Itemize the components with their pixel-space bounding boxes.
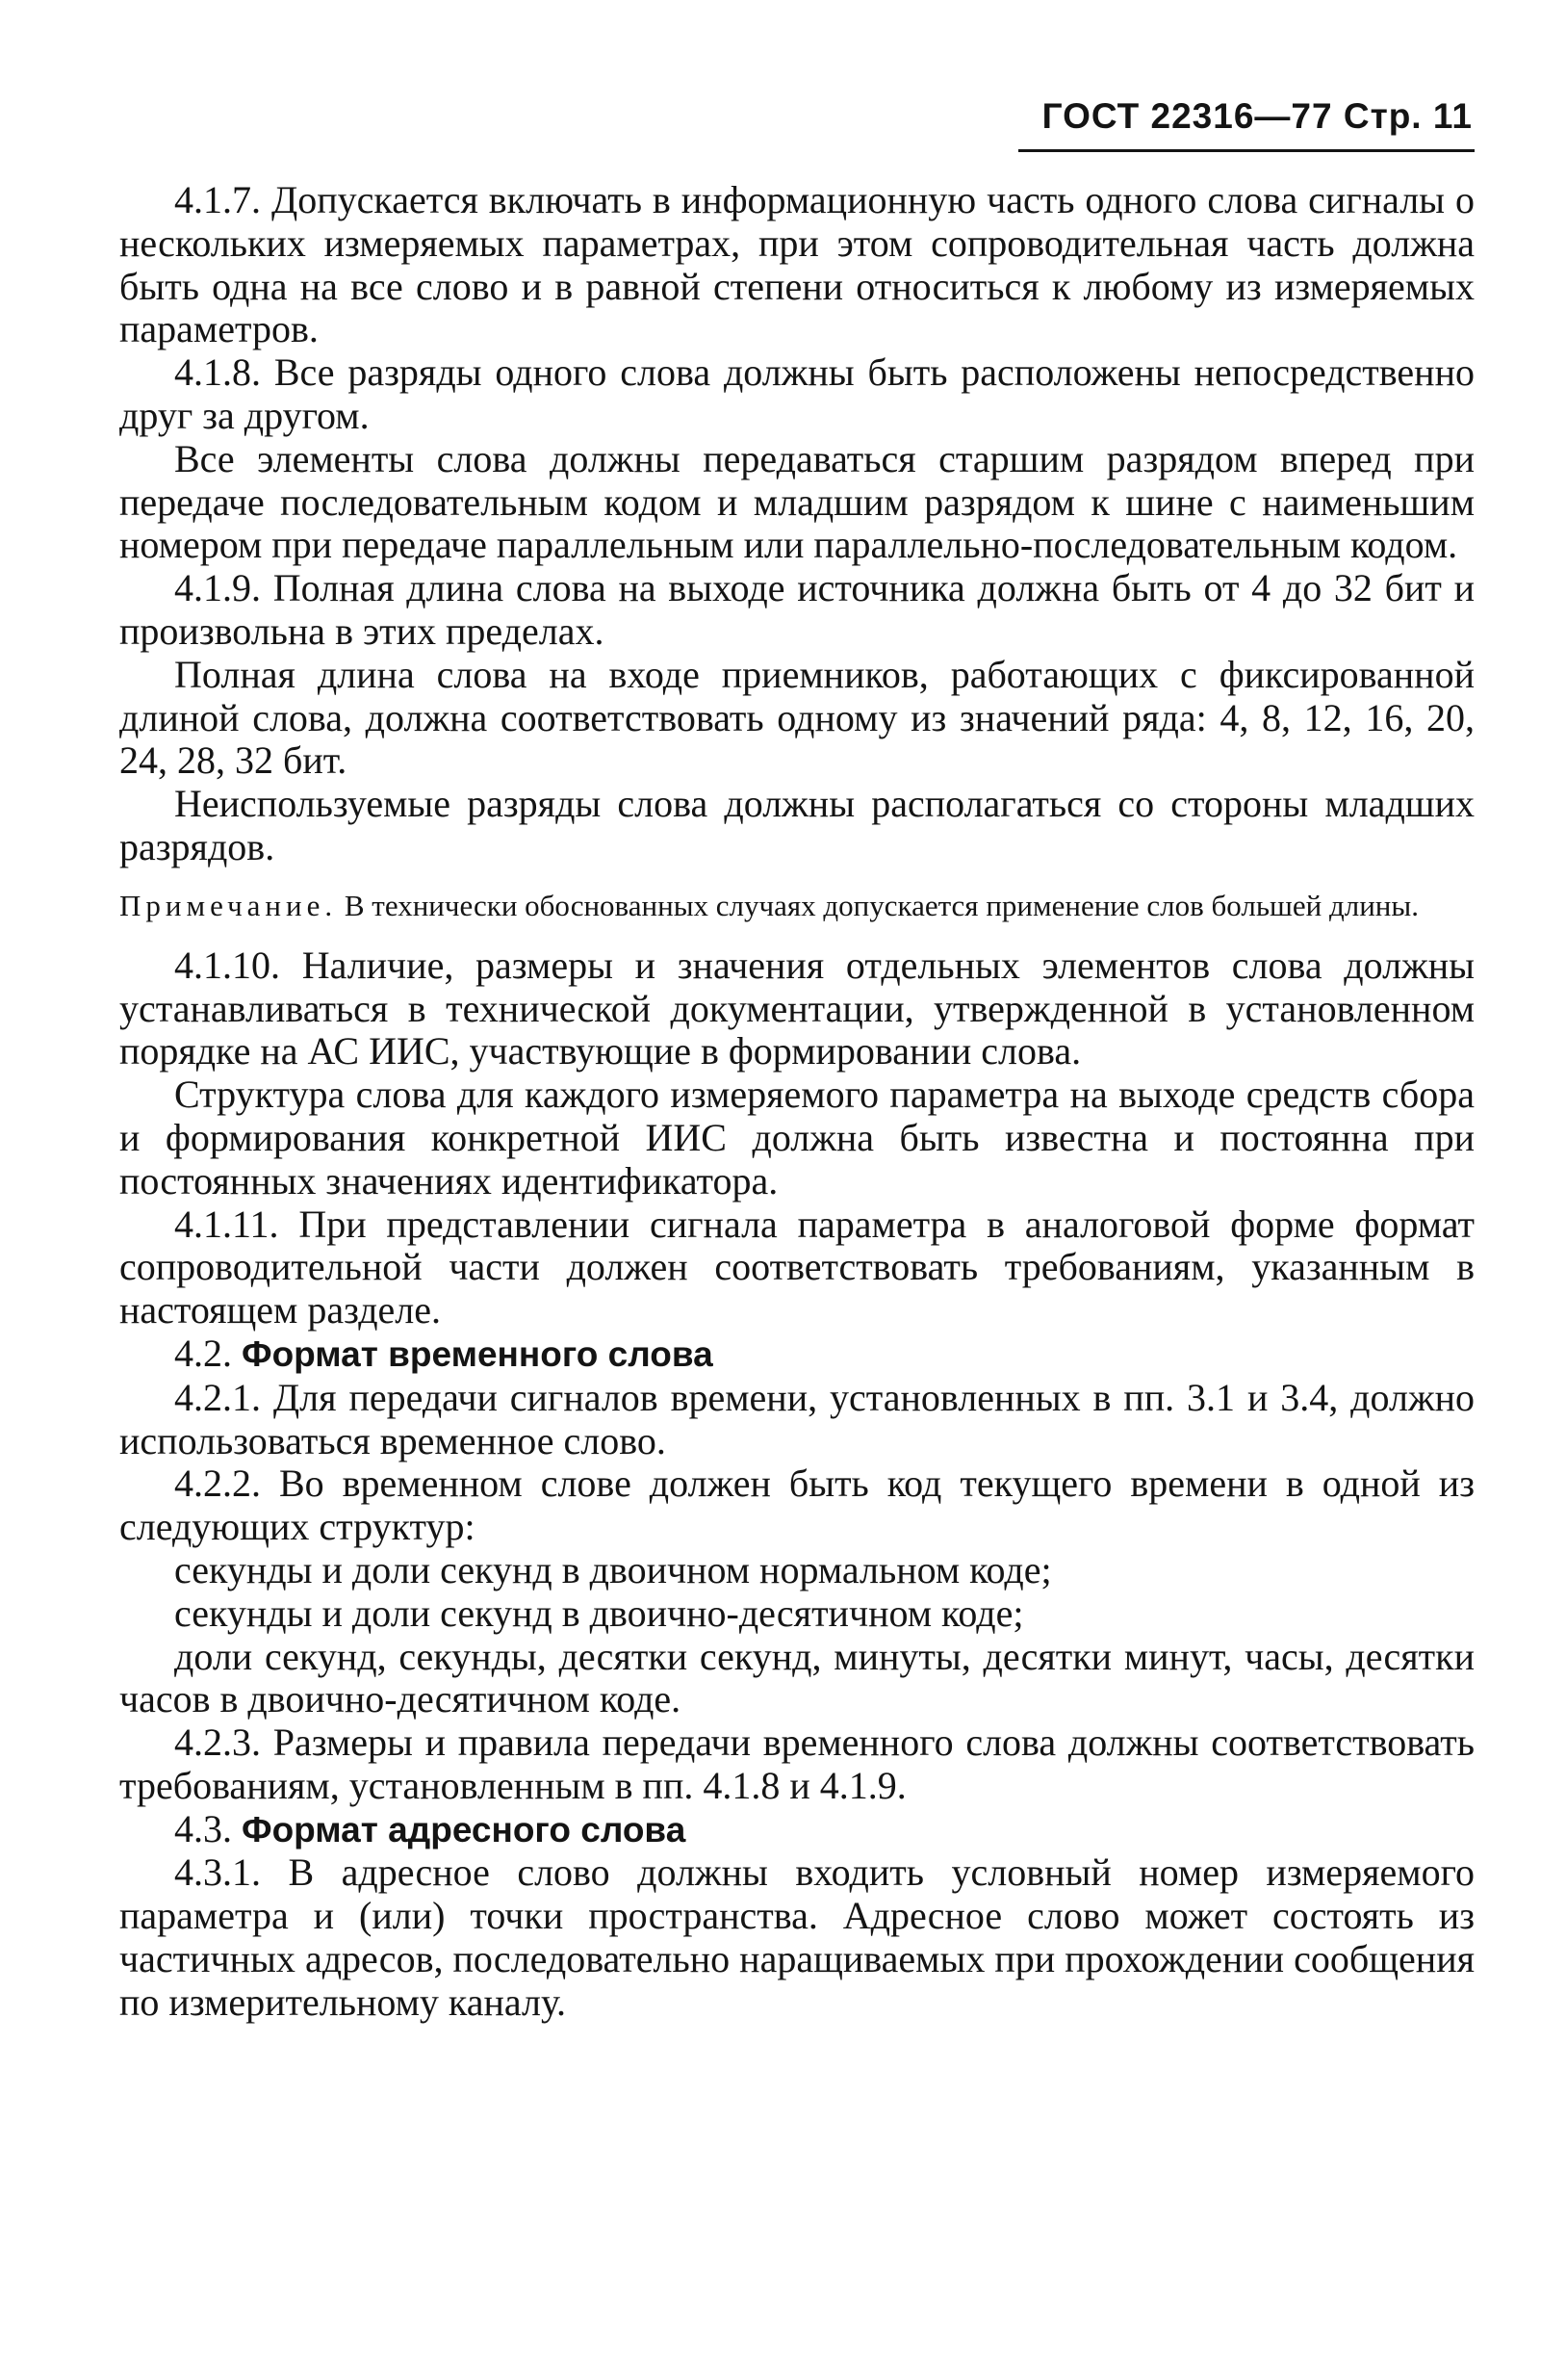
section-title-4-3: Формат адресного слова [242,1809,686,1850]
note [119,889,1475,923]
paragraph-word-structure: Структура слова для каждого измеряемого параметра на выходе средств сбора и формирования конкретной ИИС должна быть известна и постоянна при постоянных значениях идентификатора. [119,1073,1475,1203]
note-text: В технически обоснованных случаях допускается применение слов большей длины. [344,888,1419,922]
paragraph-4-2-2: 4.2.2. Во временном слове должен быть код текущего времени в одной из следующих структур: [119,1462,1475,1549]
document-body [119,179,1475,2025]
paragraph-4-2-1: 4.2.1. Для передачи сигналов времени, установленных в пп. 3.1 и 3.4, должно использоваться временное слово. [119,1375,1475,1462]
page-header [1011,96,1473,137]
paragraph-full-length: Полная длина слова на входе приемников, работающих с фиксированной длиной слова, должна соответствовать одному из значений ряда: 4, 8, 12, 16, 20, 24, 28, 32 бит. [119,652,1475,783]
paragraph-4-3-1: 4.3.1. В адресное слово должны входить условный номер измеряемого параметра и (или) точки пространства. Адресное слово может состоять из частичных адресов, последовательно наращиваемых при прохождении сообщения по измерительному каналу. [119,1850,1475,2024]
list-item-bcd: секунды и доли секунд в двоично-десятичном коде; [174,1591,1024,1635]
page-label: Стр. [1343,96,1423,136]
paragraph-4-1-7: 4.1.7. Допускается включать в информационную часть одного слова сигналы о нескольких измеряемых параметрах, при этом сопроводительная часть должна быть одна на все слово и в равной степени относиться к любому из измеряемых параметров. [119,178,1475,351]
paragraph-unused-bits: Неиспользуемые разряды слова должны располагаться со стороны младших разрядов. [119,782,1475,868]
paragraph-4-1-8: 4.1.8. Все разряды одного слова должны быть расположены непосредственно друг за другом. [119,350,1475,437]
paragraph-4-1-11: 4.1.11. При представлении сигнала параметра в аналоговой форме формат сопроводительной части должен соответствовать требованиям, указанным в настоящем разделе. [119,1202,1475,1332]
section-heading-4-3 [119,1808,1475,1852]
section-heading-4-2 [119,1332,1475,1377]
paragraph-element-order: Все элементы слова должны передаваться старшим разрядом вперед при передаче последовательным кодом и младшим разрядом к шине с наименьшим номером при передаче параллельным или параллельно-последовательным кодом. [119,436,1475,567]
section-number-4-2: 4.2. [174,1331,232,1375]
paragraph-4-1-9: 4.1.9. Полная длина слова на выходе источника должна быть от 4 до 32 бит и произвольна в этих пределах. [119,566,1475,653]
document-id: ГОСТ 22316—77 [1041,96,1333,136]
list-item-binary: секунды и доли секунд в двоичном нормальном коде; [174,1547,1052,1591]
section-title-4-2: Формат временного слова [242,1333,713,1374]
note-label: Примечание. [119,888,338,922]
paragraph-4-1-10: 4.1.10. Наличие, размеры и значения отдельных элементов слова должны устанавливаться в технической документации, утвержденной в установленном порядке на АС ИИС, участвующие в формировании слова. [119,943,1475,1074]
header-rule [1018,149,1475,152]
list-item-time-fields: доли секунд, секунды, десятки секунд, минуты, десятки минут, часы, десятки часов в двоично-десятичном коде. [119,1634,1475,1721]
page-number: 11 [1432,96,1473,136]
section-number-4-3: 4.3. [174,1806,232,1850]
paragraph-4-2-3: 4.2.3. Размеры и правила передачи временного слова должны соответствовать требованиям, установленным в пп. 4.1.8 и 4.1.9. [119,1720,1475,1807]
